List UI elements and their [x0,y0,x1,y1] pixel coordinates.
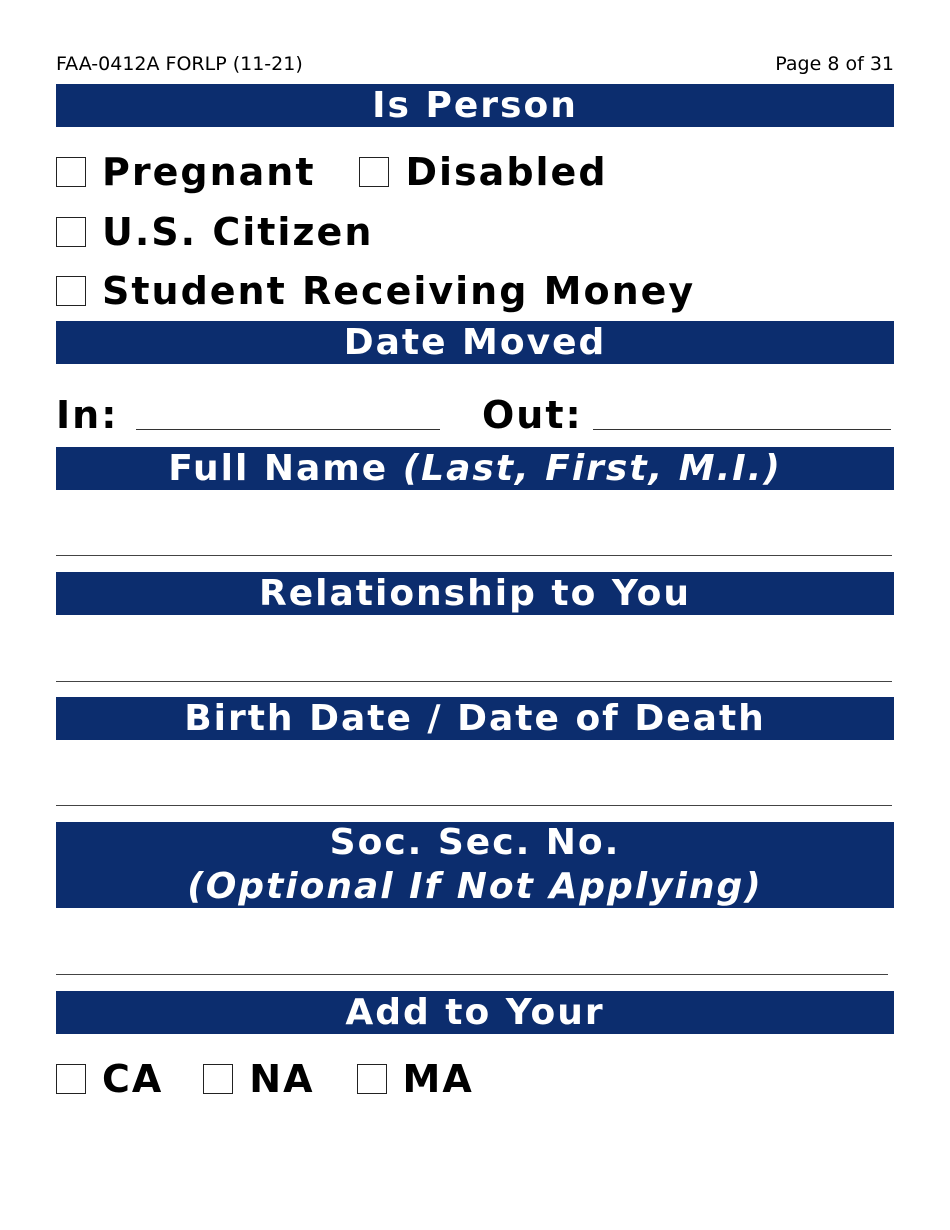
full-name-field[interactable] [56,555,892,556]
date-in-field[interactable] [136,429,440,430]
student-checkbox[interactable] [56,276,86,306]
student-label: Student Receiving Money [102,269,696,313]
na-label: NA [249,1057,315,1101]
ma-checkbox[interactable] [357,1064,387,1094]
pregnant-label: Pregnant [102,150,316,194]
birth-death-header [56,697,894,740]
add-to-title: Add to Your [345,991,605,1033]
add-to-row [56,1057,474,1101]
ssn-subtitle: (Optional If Not Applying) [187,866,763,907]
date-moved-header [56,321,894,364]
relationship-field[interactable] [56,681,892,682]
date-moved-title: Date Moved [343,321,607,363]
citizen-label: U.S. Citizen [102,210,374,254]
student-row [56,269,695,313]
pregnant-disabled-row [56,150,608,194]
date-in-label: In: [56,393,119,437]
is-person-header [56,84,894,127]
full-name-header [56,447,894,490]
form-id: FAA-0412A FORLP (11-21) [56,53,303,75]
full-name-title: Full Name (Last, First, M.I.) [168,447,782,489]
is-person-title: Is Person [372,84,578,126]
ssn-header [56,822,894,908]
disabled-checkbox[interactable] [359,157,389,187]
na-checkbox[interactable] [203,1064,233,1094]
date-out-field[interactable] [593,429,891,430]
relationship-title: Relationship to You [259,572,691,614]
page-number: Page 8 of 31 [775,53,894,75]
full-name-format-hint: (Last, First, M.I.) [402,447,782,489]
citizen-row [56,210,373,254]
ca-label: CA [102,1057,164,1101]
birth-death-field[interactable] [56,805,892,806]
date-out-label: Out: [482,393,583,437]
add-to-header [56,991,894,1034]
ssn-title: Soc. Sec. No. [329,822,621,863]
birth-death-title: Birth Date / Date of Death [184,697,766,739]
date-moved-row [56,393,894,437]
ma-label: MA [402,1057,474,1101]
disabled-label: Disabled [405,150,608,194]
relationship-header [56,572,894,615]
ca-checkbox[interactable] [56,1064,86,1094]
pregnant-checkbox[interactable] [56,157,86,187]
ssn-field[interactable] [56,974,888,975]
citizen-checkbox[interactable] [56,217,86,247]
